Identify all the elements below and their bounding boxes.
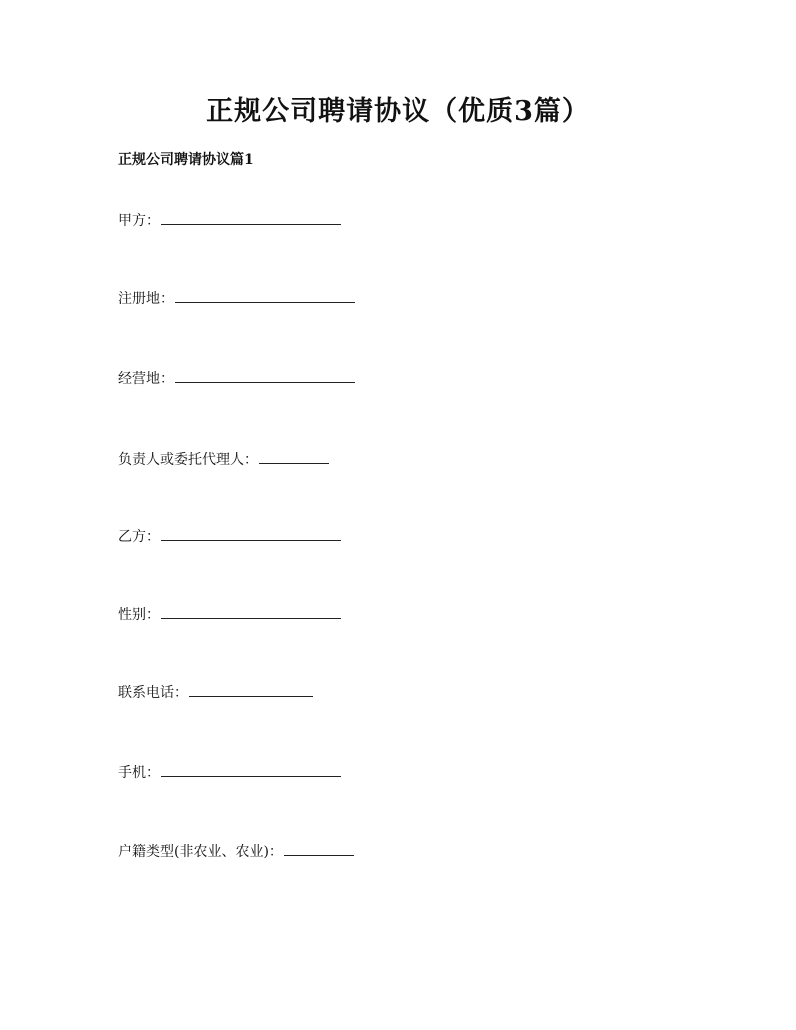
field-party-b: [118, 526, 341, 547]
field-label: 经营地：: [118, 371, 174, 387]
field-registered-address: [118, 288, 355, 309]
blank-line[interactable]: [175, 288, 355, 303]
blank-line[interactable]: [161, 604, 341, 619]
field-mobile: [118, 762, 341, 783]
blank-line[interactable]: [161, 210, 341, 225]
document-title: 正规公司聘请协议（优质3篇）: [206, 96, 590, 127]
blank-line[interactable]: [189, 682, 313, 697]
blank-line[interactable]: [284, 841, 354, 856]
field-label: 乙方：: [118, 529, 160, 545]
field-label: 甲方：: [118, 213, 160, 229]
field-household-type: [118, 841, 354, 862]
field-label: 手机：: [118, 765, 160, 781]
blank-line[interactable]: [259, 449, 329, 464]
field-business-address: [118, 368, 355, 389]
blank-line[interactable]: [161, 526, 341, 541]
section-heading: 正规公司聘请协议篇1: [118, 152, 254, 168]
field-label: 联系电话：: [118, 685, 188, 701]
field-party-a: [118, 210, 341, 231]
field-label: 负责人或委托代理人：: [118, 452, 258, 468]
field-gender: [118, 604, 341, 625]
field-label: 性别：: [118, 607, 160, 623]
blank-line[interactable]: [175, 368, 355, 383]
field-phone: [118, 682, 313, 703]
field-label: 户籍类型(非农业、农业)：: [118, 844, 283, 860]
field-label: 注册地：: [118, 291, 174, 307]
field-representative: [118, 449, 329, 470]
blank-line[interactable]: [161, 762, 341, 777]
